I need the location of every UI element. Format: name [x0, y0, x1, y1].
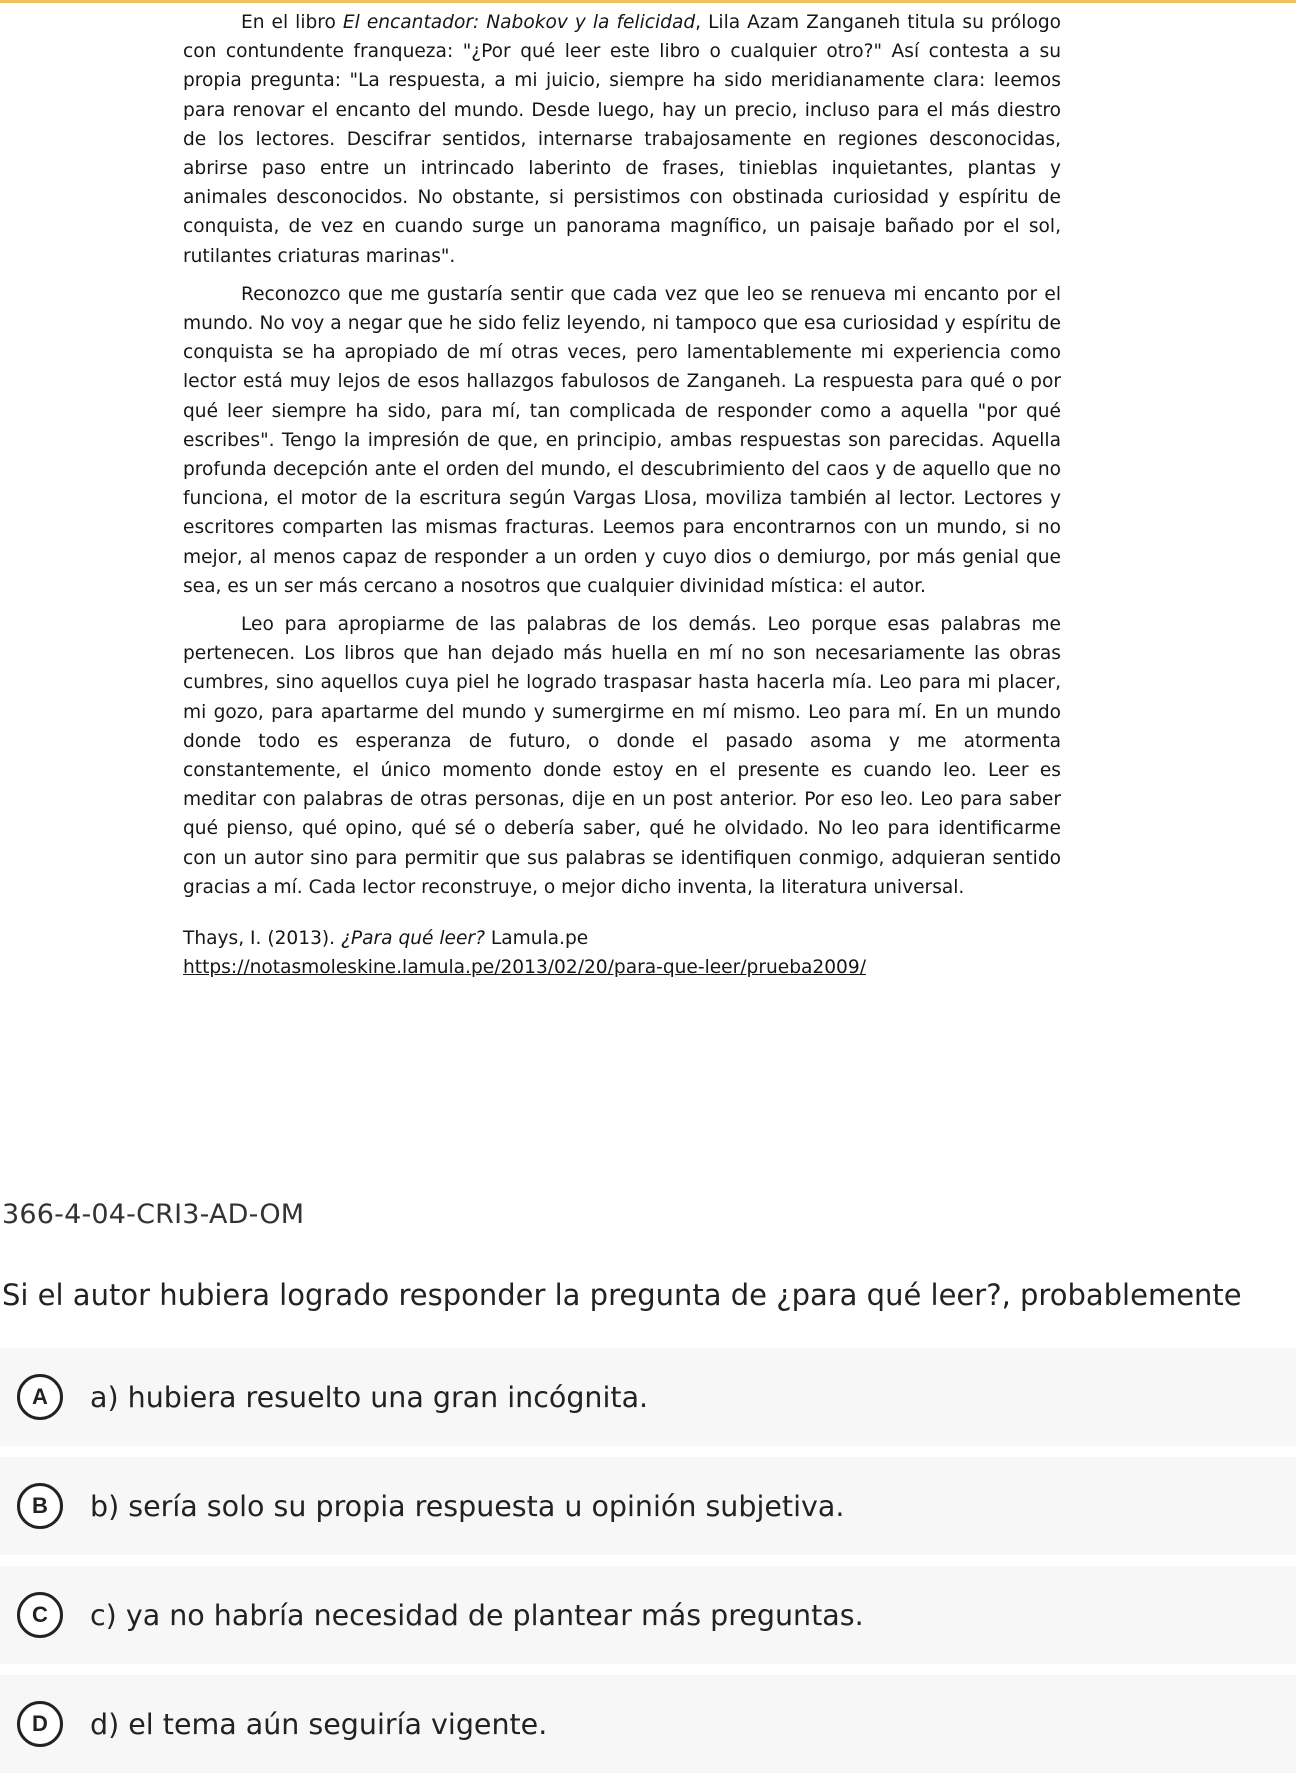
option-c[interactable] — [0, 1566, 1296, 1664]
citation-url: https://notasmoleskine.lamula.pe/2013/02/20/para-que-leer/prueba2009/ — [183, 957, 866, 979]
passage-paragraph-1 — [183, 8, 1061, 271]
citation-source: Lamula.pe — [484, 928, 589, 950]
book-title: El encantador: Nabokov y la felicidad — [342, 12, 696, 33]
passage-paragraph-3: Leo para apropiarme de las palabras de los demás. Leo porque esas palabras me pertenecen. Los libros que han dejado más huella en mí no son necesariamente las obras cumbres, sino aquellos cuya piel he logrado traspasar hasta hacerla mía. Leo para mi placer, mi gozo, para apartarme del mundo y sumergirme en mí mismo. Leo para mí. En un mundo donde todo es esperanza de futuro, o donde el pasado asoma y me atormenta constantemente, el único momento donde estoy en el presente es cuando leo. Leer es meditar con palabras de otras personas, dije en un post anterior. Por eso leo. Leo para saber qué pienso, qué opino, qué sé o debería saber, qué he olvidado. No leo para identificarme con un autor sino para permitir que sus palabras se identifiquen conmigo, adquieran sentido gracias a mí. Cada lector reconstruye, o mejor dicho inventa, la literatura universal. — [183, 614, 1061, 898]
citation-author: Thays, I. (2013). — [183, 928, 342, 950]
option-a[interactable] — [0, 1348, 1296, 1446]
option-b-badge: B — [17, 1483, 63, 1529]
option-a-text: a) hubiera resuelto una gran incógnita. — [90, 1380, 649, 1414]
option-b[interactable] — [0, 1457, 1296, 1555]
reading-passage — [183, 8, 1061, 982]
option-d[interactable] — [0, 1675, 1296, 1773]
option-c-text: c) ya no habría necesidad de plantear más preguntas. — [90, 1598, 864, 1632]
option-a-badge: A — [17, 1374, 63, 1420]
citation — [183, 924, 1061, 982]
p1-text-start: En el libro — [241, 12, 343, 33]
option-d-text: d) el tema aún seguiría vigente. — [90, 1707, 548, 1741]
option-d-badge: D — [17, 1701, 63, 1747]
citation-title: ¿Para qué leer? — [341, 928, 485, 950]
option-b-text: b) sería solo su propia respuesta u opinión subjetiva. — [90, 1489, 845, 1523]
passage-paragraph-2: Reconozco que me gustaría sentir que cada vez que leo se renueva mi encanto por el mundo. No voy a negar que he sido feliz leyendo, ni tampoco que esa curiosidad y espíritu de conquista se ha apropiado de mí otras veces, pero lamentablemente mi experiencia como lector está muy lejos de esos hallazgos fabulosos de Zanganeh. La respuesta para qué o por qué leer siempre ha sido, para mí, tan complicada de responder como a aquella "por qué escribes". Tengo la impresión de que, en principio, ambas respuestas son parecidas. Aquella profunda decepción ante el orden del mundo, el descubrimiento del caos y de aquello que no funciona, el motor de la escritura según Vargas Llosa, moviliza también al lector. Lectores y escritores comparten las mismas fracturas. Leemos para encontrarnos con un mundo, si no mejor, al menos capaz de responder a un orden y cuyo dios o demiurgo, por más genial que sea, es un ser más cercano a nosotros que cualquier divinidad mística: el autor. — [183, 283, 1061, 597]
question-stem: Si el autor hubiera logrado responder la pregunta de ¿para qué leer?, probablemente — [2, 1278, 1242, 1312]
question-id: 366-4-04-CRI3-AD-OM — [2, 1199, 305, 1230]
p1-text-end: , Lila Azam Zanganeh titula su prólogo con contundente franqueza: "¿Por qué leer este libro o cualquier otro?" Así contesta a su propia pregunta: "La respuesta, a mi juicio, siempre ha sido meridianamente clara: leemos para renovar el encanto del mundo. Desde luego, hay un precio, incluso para el más diestro de los lectores. Descifrar sentidos, internarse trabajosamente en regiones desconocidas, abrirse paso entre un intrincado laberinto de frases, tinieblas inquietantes, plantas y animales desconocidos. No obstante, si persistimos con obstinada curiosidad y espíritu de conquista, de vez en cuando surge un panorama magnífico, un paisaje bañado por el sol, rutilantes criaturas marinas". — [183, 12, 1061, 267]
top-rule — [0, 0, 1296, 3]
option-c-badge: C — [17, 1592, 63, 1638]
